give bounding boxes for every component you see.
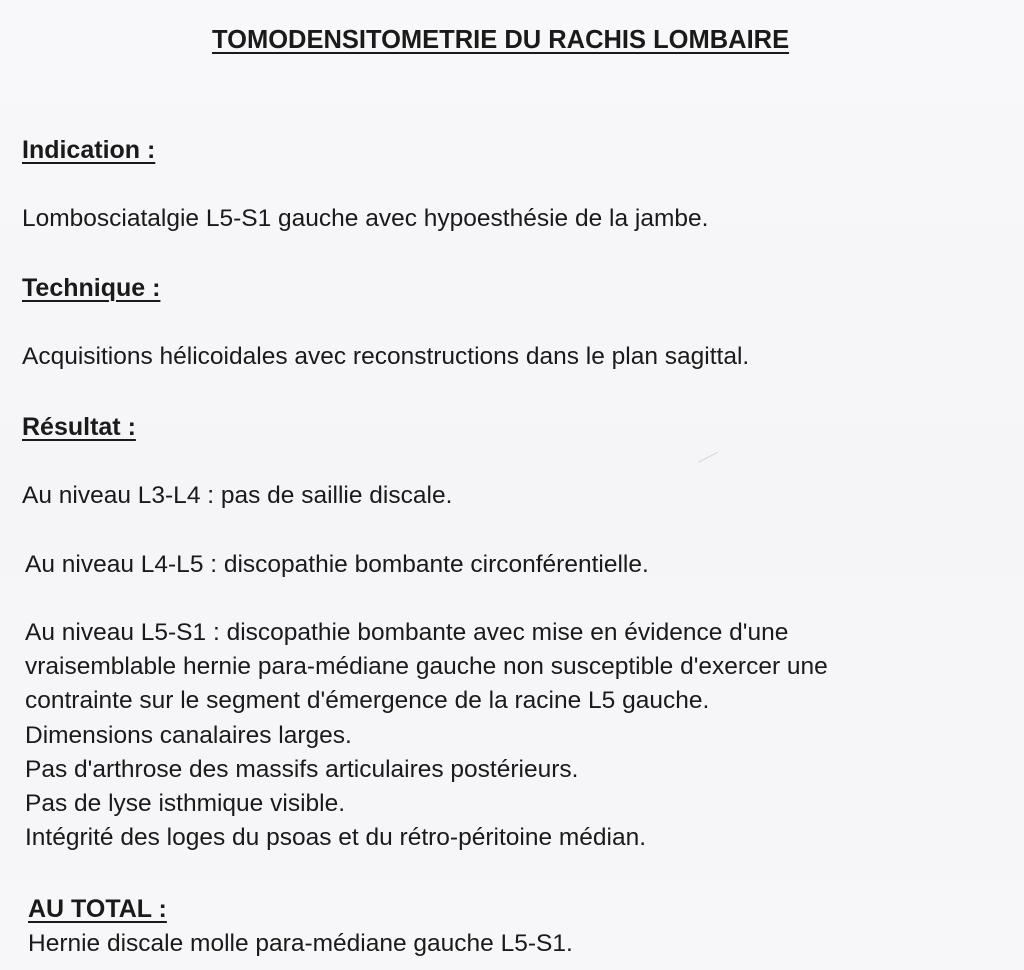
- indication-heading: Indication :: [22, 136, 156, 164]
- document-title: TOMODENSITOMETRIE DU RACHIS LOMBAIRE: [212, 26, 790, 54]
- total-heading: AU TOTAL :: [28, 895, 167, 923]
- total-text: Hernie discale molle para-médiane gauche L5-S1.: [28, 930, 573, 957]
- paper-crease: [698, 452, 724, 474]
- resultat-l5s1-line: Intégrité des loges du psoas et du rétro-péritoine médian.: [25, 824, 647, 852]
- resultat-l5s1-line: Pas de lyse isthmique visible.: [25, 789, 346, 817]
- resultat-l5s1-line: Dimensions canalaires larges.: [25, 721, 352, 749]
- resultat-l5s1-block: [25, 616, 828, 855]
- technique-text: Acquisitions hélicoidales avec reconstructions dans le plan sagittal.: [22, 343, 750, 370]
- resultat-l5s1-line: Pas d'arthrose des massifs articulaires postérieurs.: [25, 755, 579, 783]
- resultat-l4l5: Au niveau L4-L5 : discopathie bombante circonférentielle.: [25, 551, 649, 578]
- resultat-l3l4: Au niveau L3-L4 : pas de saillie discale.: [22, 482, 453, 509]
- resultat-l5s1-line: Au niveau L5-S1 : discopathie bombante avec mise en évidence d'une: [25, 619, 789, 646]
- resultat-heading: Résultat :: [22, 413, 136, 441]
- resultat-l5s1-line: contrainte sur le segment d'émergence de la racine L5 gauche.: [25, 687, 710, 715]
- resultat-l5s1-line: vraisemblable hernie para-médiane gauche non susceptible d'exercer une: [25, 653, 828, 681]
- technique-heading: Technique :: [22, 274, 161, 302]
- indication-text: Lombosciatalgie L5-S1 gauche avec hypoesthésie de la jambe.: [22, 205, 709, 232]
